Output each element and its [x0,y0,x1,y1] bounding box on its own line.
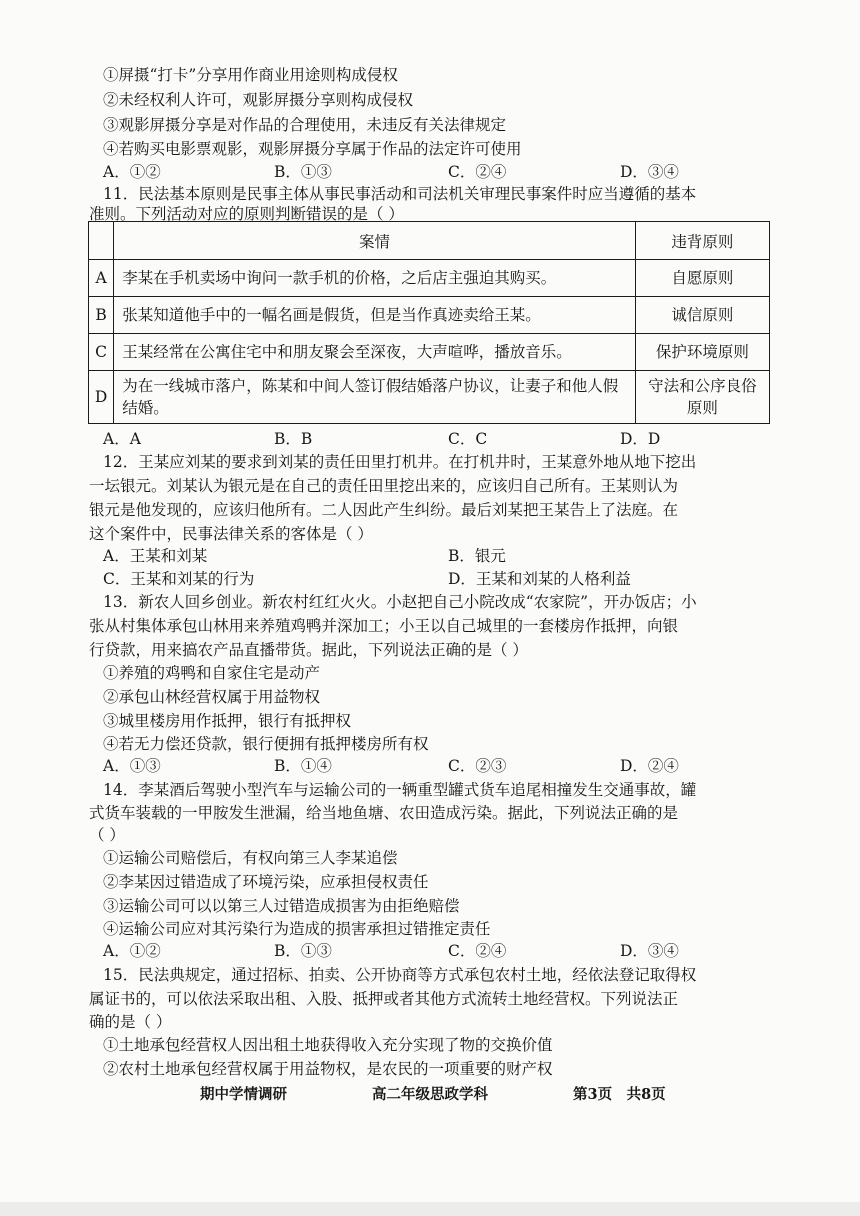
q10-option-c[interactable]: C．②④ [448,163,507,181]
q13-option-a[interactable]: A．①③ [103,757,161,775]
q13-statement-1: ①养殖的鸡鸭和自家住宅是动产 [103,664,321,682]
table-row [89,371,770,424]
q11-option-a[interactable]: A．A [103,430,141,448]
scan-bottom-edge [0,1202,860,1216]
table-header-blank [89,222,114,260]
q13-statement-4: ④若无力偿还贷款，银行便拥有抵押楼房所有权 [103,735,429,753]
q12-option-b[interactable]: B．银元 [448,547,506,565]
q14-line-2: 式货车装载的一甲胺发生泄漏，给当地鱼塘、农田造成污染。据此，下列说法正确的是 [89,804,679,822]
q12-line-1: 12．王某应刘某的要求到刘某的责任田里打机井。在打机井时，王某意外地从地下挖出 [103,453,697,471]
q13-line-2: 张从村集体承包山林用来养殖鸡鸭并深加工；小王以自己城里的一套楼房作抵押，向银 [89,617,679,635]
table-header-principle: 违背原则 [635,222,769,260]
q12-line-3: 银元是他发现的，应该归他所有。二人因此产生纠纷。最后刘某把王某告上了法庭。在 [89,501,679,519]
table-row [89,297,770,334]
q14-option-c[interactable]: C．②④ [448,942,507,960]
row-principle: 保护环境原则 [635,334,769,371]
footer-page-number: 第3页 共8页 [573,1086,666,1103]
q13-option-d[interactable]: D．②④ [620,757,679,775]
q15-line-1: 15．民法典规定，通过招标、拍卖、公开协商等方式承包农村土地，经依法登记取得权 [103,966,697,984]
q10-statement-3: ③观影屏摄分享是对作品的合理使用，未违反有关法律规定 [103,116,507,134]
row-case: 张某知道他手中的一幅名画是假货，但是当作真迹卖给王某。 [114,297,636,334]
q11-stem-line-1: 11．民法基本原则是民事主体从事民事活动和司法机关审理民事案件时应当遵循的基本 [103,185,697,203]
q14-option-d[interactable]: D．③④ [620,942,679,960]
q14-statement-2: ②李某因过错造成了环境污染，应承担侵权责任 [103,873,429,891]
row-label: B [89,297,114,334]
q14-line-3: （ ） [89,826,125,844]
q12-line-4: 这个案件中，民事法律关系的客体是（ ） [89,525,373,543]
q11-option-c[interactable]: C．C [448,430,488,448]
q14-option-a[interactable]: A．①② [103,942,161,960]
q10-statement-4: ④若购买电影票观影，观影屏摄分享属于作品的法定许可使用 [103,140,522,158]
q15-line-2: 属证书的，可以依法采取出租、入股、抵押或者其他方式流转土地经营权。下列说法正 [89,990,679,1008]
q10-option-a[interactable]: A．①② [103,163,161,181]
q15-statement-2: ②农村土地承包经营权属于用益物权，是农民的一项重要的财产权 [103,1060,553,1078]
row-case: 李某在手机卖场中询问一款手机的价格，之后店主强迫其购买。 [114,260,636,297]
table-header-case: 案情 [114,222,636,260]
q13-statement-3: ③城里楼房用作抵押，银行有抵押权 [103,712,352,730]
q13-option-c[interactable]: C．②③ [448,757,507,775]
row-label: C [89,334,114,371]
q14-statement-1: ①运输公司赔偿后，有权向第三人李某追偿 [103,849,398,867]
q14-line-1: 14．李某酒后驾驶小型汽车与运输公司的一辆重型罐式货车追尾相撞发生交通事故，罐 [103,781,697,799]
q10-option-b[interactable]: B．①③ [274,163,332,181]
table-row [89,260,770,297]
q13-line-1: 13．新农人回乡创业。新农村红红火火。小赵把自己小院改成“农家院”，开办饭店；小 [103,593,697,611]
q12-option-a[interactable]: A．王某和刘某 [103,547,208,565]
footer-subject: 高二年级思政学科 [372,1086,488,1103]
q11-case-table [88,221,770,424]
q12-line-2: 一坛银元。刘某认为银元是在自己的责任田里挖出来的，应该归自己所有。王某则认为 [89,477,679,495]
q13-option-b[interactable]: B．①④ [274,757,332,775]
q12-option-d[interactable]: D．王某和刘某的人格利益 [448,570,631,588]
q15-line-3: 确的是（ ） [89,1013,172,1031]
q14-statement-4: ④运输公司应对其污染行为造成的损害承担过错推定责任 [103,920,491,938]
q12-option-c[interactable]: C．王某和刘某的行为 [103,570,255,588]
q10-statement-1: ①屏摄“打卡”分享用作商业用途则构成侵权 [103,66,398,84]
q10-statement-2: ②未经权利人许可，观影屏摄分享则构成侵权 [103,91,414,109]
q14-option-b[interactable]: B．①③ [274,942,332,960]
q11-option-b[interactable]: B．B [274,430,313,448]
q11-stem-line-2: 准则。下列活动对应的原则判断错误的是（ ） [89,205,404,223]
row-principle: 守法和公序良俗原则 [635,371,769,424]
row-case: 为在一线城市落户，陈某和中间人签订假结婚落户协议，让妻子和他人假结婚。 [114,371,636,424]
q11-option-d[interactable]: D．D [620,430,661,448]
footer-exam-name: 期中学情调研 [200,1086,287,1103]
row-principle: 诚信原则 [635,297,769,334]
q10-option-d[interactable]: D．③④ [620,163,679,181]
row-label: D [89,371,114,424]
q15-statement-1: ①土地承包经营权人因出租土地获得收入充分实现了物的交换价值 [103,1036,553,1054]
q14-statement-3: ③运输公司可以以第三人过错造成损害为由拒绝赔偿 [103,897,460,915]
row-case: 王某经常在公寓住宅中和朋友聚会至深夜，大声喧哗，播放音乐。 [114,334,636,371]
row-label: A [89,260,114,297]
table-row [89,334,770,371]
q13-statement-2: ②承包山林经营权属于用益物权 [103,688,321,706]
q13-line-3: 行贷款，用来搞农产品直播带货。据此，下列说法正确的是（ ） [89,641,528,659]
row-principle: 自愿原则 [635,260,769,297]
